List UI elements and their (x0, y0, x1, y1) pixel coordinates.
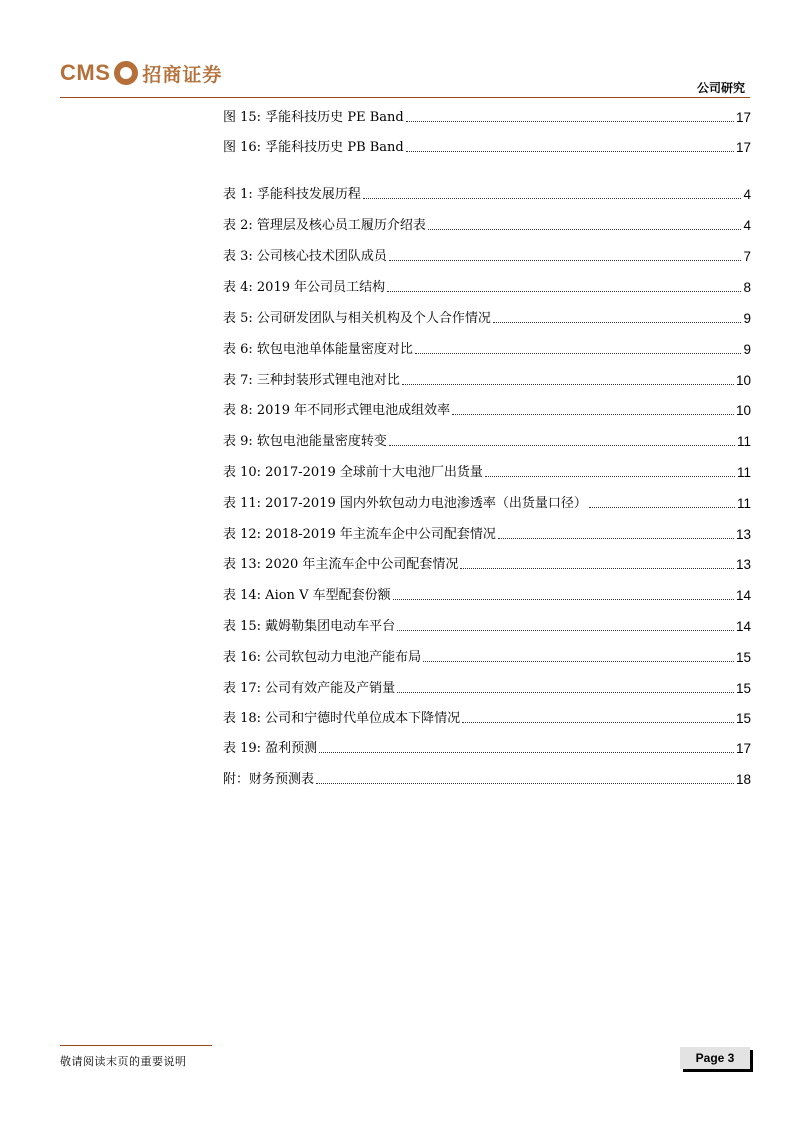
toc-entry-table-19[interactable] (223, 737, 751, 757)
leader-dots (402, 384, 734, 385)
toc-entry-label: 表 10: 2017-2019 全球前十大电池厂出货量 (223, 465, 483, 480)
leader-dots (493, 322, 742, 323)
toc-entry-figure-16[interactable] (223, 136, 751, 156)
cms-logo (60, 58, 222, 88)
toc-entry-label: 表 19: 盈利预测 (223, 741, 318, 756)
toc-entry-page: 9 (743, 342, 751, 357)
toc-entry-table-5[interactable] (223, 307, 751, 327)
leader-dots (460, 568, 734, 569)
toc-entry-label: 表 1: 孚能科技发展历程 (223, 187, 361, 202)
leader-dots (498, 538, 734, 539)
toc-entry-label: 表 6: 软包电池单体能量密度对比 (223, 342, 413, 357)
toc-entry-table-10[interactable] (223, 461, 751, 481)
toc-entry-page: 17 (735, 110, 751, 125)
leader-dots (589, 507, 735, 508)
toc-entry-table-9[interactable] (223, 430, 751, 450)
toc-entry-label: 附：财务预测表 (223, 772, 315, 787)
leader-dots (406, 121, 734, 122)
toc-entry-label: 表 17: 公司有效产能及产销量 (223, 681, 396, 696)
leader-dots (428, 229, 742, 230)
toc-entry-label: 图 16: 孚能科技历史 PB Band (223, 140, 404, 155)
leader-dots (363, 198, 742, 199)
leader-dots (393, 599, 734, 600)
toc-entry-page: 14 (735, 588, 751, 603)
toc-entry-label: 表 13: 2020 年主流车企中公司配套情况 (223, 557, 459, 572)
leader-dots (415, 353, 742, 354)
toc-entry-table-1[interactable] (223, 183, 751, 203)
page-number-badge: Page 3 (680, 1047, 750, 1069)
toc-entry-page: 14 (735, 619, 751, 634)
toc-entry-table-2[interactable] (223, 214, 751, 234)
leader-dots (389, 260, 742, 261)
leader-dots (485, 476, 735, 477)
leader-dots (452, 414, 734, 415)
toc-entry-label: 表 9: 软包电池能量密度转变 (223, 434, 387, 449)
leader-dots (319, 752, 734, 753)
toc-entry-page: 11 (736, 496, 751, 511)
toc-entry-table-14[interactable] (223, 584, 751, 604)
footer-notice: 敬请阅读末页的重要说明 (60, 1055, 187, 1068)
toc-entry-label: 表 2: 管理层及核心员工履历介绍表 (223, 218, 426, 233)
logo-latin-text: CMS (60, 60, 111, 85)
footer-divider (60, 1045, 212, 1046)
toc-entry-label: 表 4: 2019 年公司员工结构 (223, 280, 386, 295)
leader-dots (316, 783, 734, 784)
toc-entry-table-8[interactable] (223, 399, 751, 419)
toc-entry-table-11[interactable] (223, 492, 751, 512)
toc-entry-page: 18 (735, 772, 751, 787)
toc-entry-table-6[interactable] (223, 338, 751, 358)
toc-entry-table-3[interactable] (223, 245, 751, 265)
toc-entry-figure-15[interactable] (223, 106, 751, 126)
toc-entry-label: 表 5: 公司研发团队与相关机构及个人合作情况 (223, 311, 491, 326)
leader-dots (387, 291, 741, 292)
toc-entry-table-18[interactable] (223, 707, 751, 727)
logo-chinese-text: 招商证券 (142, 63, 223, 86)
toc-entry-page: 9 (743, 311, 751, 326)
toc-entry-page: 4 (743, 187, 751, 202)
toc-entry-page: 15 (735, 711, 751, 726)
toc-entry-label: 表 7: 三种封装形式锂电池对比 (223, 373, 400, 388)
leader-dots (462, 722, 734, 723)
toc-entry-page: 7 (743, 249, 751, 264)
toc-entry-page: 8 (743, 280, 751, 295)
logo-emblem-icon (114, 61, 138, 85)
toc-entry-page: 17 (735, 741, 751, 756)
toc-entry-label: 表 12: 2018-2019 年主流车企中公司配套情况 (223, 527, 496, 542)
toc-entry-label: 表 15: 戴姆勒集团电动车平台 (223, 619, 396, 634)
section-label: 公司研究 (696, 81, 745, 95)
toc-entry-label: 表 11: 2017-2019 国内外软包动力电池渗透率（出货量口径） (223, 496, 587, 511)
leader-dots (423, 661, 734, 662)
toc-entry-label: 表 14: Aion V 车型配套份额 (223, 588, 391, 603)
toc-entry-label: 图 15: 孚能科技历史 PE Band (223, 110, 404, 125)
toc-entry-page: 17 (735, 140, 751, 155)
toc-entry-page: 15 (735, 681, 751, 696)
toc-entry-page: 10 (735, 373, 751, 388)
toc-entry-page: 11 (736, 434, 751, 449)
toc-entry-table-7[interactable] (223, 369, 751, 389)
toc-entry-table-15[interactable] (223, 615, 751, 635)
leader-dots (389, 445, 735, 446)
toc-entry-table-17[interactable] (223, 677, 751, 697)
toc-entry-label: 表 8: 2019 年不同形式锂电池成组效率 (223, 403, 451, 418)
toc-entry-page: 11 (736, 465, 751, 480)
toc-entry-page: 4 (743, 218, 751, 233)
toc-entry-label: 表 16: 公司软包动力电池产能布局 (223, 650, 422, 665)
toc-entry-label: 表 18: 公司和宁德时代单位成本下降情况 (223, 711, 461, 726)
toc-entry-label: 表 3: 公司核心技术团队成员 (223, 249, 387, 264)
toc-entry-table-4[interactable] (223, 276, 751, 296)
toc-entry-page: 15 (735, 650, 751, 665)
header-divider (60, 97, 750, 98)
leader-dots (406, 151, 734, 152)
toc-entry-table-13[interactable] (223, 553, 751, 573)
leader-dots (397, 630, 734, 631)
toc-entry-page: 10 (735, 403, 751, 418)
toc-entry-page: 13 (735, 557, 751, 572)
toc-entry-table-16[interactable] (223, 646, 751, 666)
toc-entry-page: 13 (735, 527, 751, 542)
toc-entry-appendix[interactable] (223, 768, 751, 788)
leader-dots (397, 692, 734, 693)
toc-entry-table-12[interactable] (223, 523, 751, 543)
